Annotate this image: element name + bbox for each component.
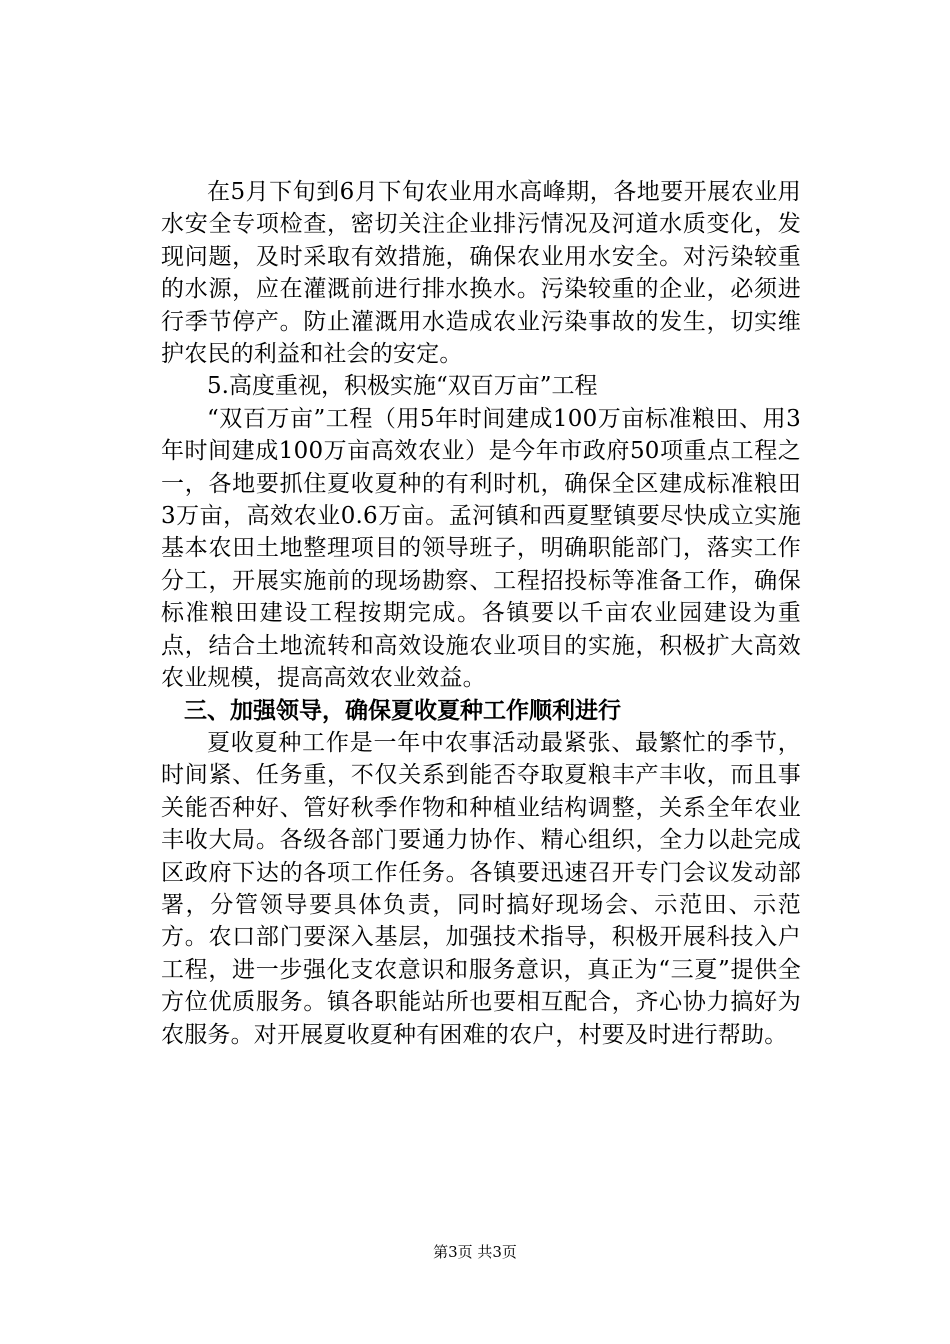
paragraph-water-safety: 在5月下旬到6月下旬农业用水高峰期，各地要开展农业用水安全专项检查，密切关注企业排污情况及河道水质变化，发现问题，及时采取有效措施，确保农业用水安全。对污染较重的水源，应在灌溉前进行排水换水。污染较重的企业，必须进行季节停产。防止灌溉用水造成农业污染事故的发生，切实维护农民的利益和社会的安定。 xyxy=(161,179,801,368)
paragraph-leadership: 夏收夏种工作是一年中农事活动最紧张、最繁忙的季节，时间紧、任务重，不仅关系到能否夺取夏粮丰产丰收，而且事关能否种好、管好秋季作物和种植业结构调整，关系全年农业丰收大局。各级各部门要通力协作、精心组织，全力以赴完成区政府下达的各项工作任务。各镇要迅速召开专门会议发动部署，分管领导要具体负责，同时搞好现场会、示范田、示范方。农口部门要深入基层，加强技术指导，积极开展科技入户工程，进一步强化支农意识和服务意识，真正为“三夏”提供全方位优质服务。镇各职能站所也要相互配合，齐心协力搞好为农服务。对开展夏收夏种有困难的农户，村要及时进行帮助。 xyxy=(161,729,801,1048)
paragraph-double-million-project: “双百万亩”工程（用5年时间建成100万亩标准粮田、用3年时间建成100万亩高效农业）是今年市政府50项重点工程之一，各地要抓住夏收夏种的有利时机，确保全区建成标准粮田3万亩，高效农业0.6万亩。孟河镇和西夏墅镇要尽快成立实施基本农田土地整理项目的领导班子，明确职能部门，落实工作分工，开展实施前的现场勘察、工程招投标等准备工作，确保标准粮田建设工程按期完成。各镇要以千亩农业园建设为重点，结合土地流转和高效设施农业项目的实施，积极扩大高效农业规模，提高高效农业效益。 xyxy=(161,405,801,692)
section-heading-leadership: 三、加强领导，确保夏收夏种工作顺利进行 xyxy=(184,697,621,724)
document-body xyxy=(161,176,801,1051)
page-number-footer: 第3页 共3页 xyxy=(433,1243,517,1261)
subheading-double-million-project: 5.高度重视，积极实施“双百万亩”工程 xyxy=(207,373,598,400)
